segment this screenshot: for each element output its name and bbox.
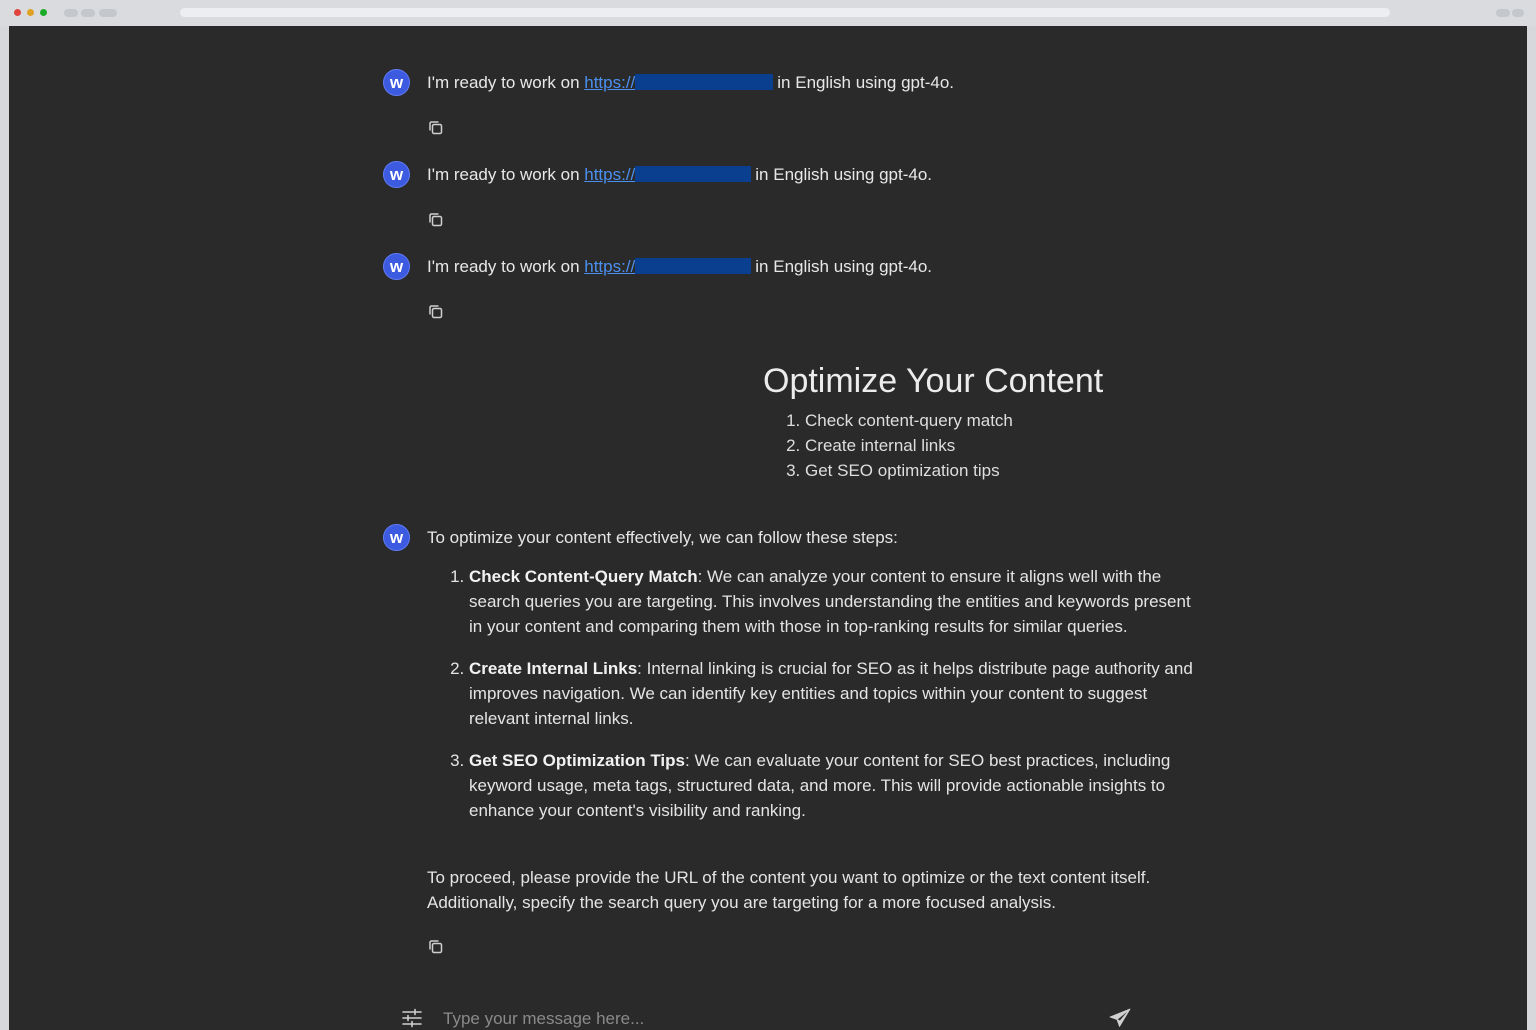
card-list-item: 1. Check content-query match (805, 408, 1163, 433)
optimize-content-card (763, 360, 1163, 483)
copy-icon[interactable] (427, 938, 445, 956)
card-list (763, 408, 1163, 483)
assistant-avatar: w (383, 524, 410, 551)
response-step: 2. Create Internal Links: Internal linking is crucial for SEO as it helps distribute page authority and improves navigation. We can identify key entities and topics within your content to suggest relevant internal links. (469, 656, 1204, 731)
nav-forward-pill[interactable] (81, 9, 95, 17)
redacted-url (635, 166, 751, 182)
response-outro: To proceed, please provide the URL of the content you want to optimize or the text content itself. Additionally, specify the search query you are targeting for a more focused analysis. (427, 868, 1151, 912)
card-title: Optimize Your Content (763, 362, 1104, 400)
response-intro: To optimize your content effectively, we can follow these steps: (427, 528, 898, 547)
assistant-avatar: w (383, 161, 410, 188)
response-step: 1. Check Content-Query Match: We can analyze your content to ensure it aligns well with the search queries you are targeting. This involves understanding the entities and keywords present in your content and comparing them with those in top-ranking results for similar queries. (469, 564, 1204, 639)
send-icon[interactable] (1109, 1008, 1131, 1028)
message-composer (401, 1004, 1141, 1030)
response-steps (427, 564, 1204, 840)
copy-icon[interactable] (427, 119, 445, 137)
message-input[interactable] (441, 1004, 1085, 1030)
extension-pill[interactable] (1496, 9, 1510, 17)
window-maximize-dot[interactable] (40, 9, 47, 16)
copy-icon[interactable] (427, 211, 445, 229)
nav-back-pill[interactable] (64, 9, 78, 17)
assistant-avatar: w (383, 69, 410, 96)
site-link[interactable]: https:// (584, 73, 636, 92)
tab-pill[interactable] (99, 9, 117, 17)
response-step: 3. Get SEO Optimization Tips: We can evaluate your content for SEO best practices, including keyword usage, meta tags, structured data, and more. This will provide actionable insights to enhance your content's visibility and ranking. (469, 748, 1204, 823)
card-list-item: 2. Create internal links (805, 433, 1163, 458)
window-close-dot[interactable] (14, 9, 21, 16)
window-minimize-dot[interactable] (27, 9, 34, 16)
menu-pill[interactable] (1512, 9, 1524, 17)
copy-icon[interactable] (427, 303, 445, 321)
message-text: I'm ready to work on https:// in English using gpt-4o. (427, 165, 933, 184)
message-text: I'm ready to work on https:// in English using gpt-4o. (427, 257, 933, 276)
message-text: I'm ready to work on https:// in English using gpt-4o. (427, 73, 955, 92)
browser-chrome (0, 0, 1536, 26)
chat-viewport (9, 26, 1527, 1030)
redacted-url (635, 74, 773, 90)
site-link[interactable]: https:// (584, 165, 636, 184)
site-link[interactable]: https:// (584, 257, 636, 276)
card-list-item: 3. Get SEO optimization tips (805, 458, 1163, 483)
redacted-url (635, 258, 751, 274)
address-bar[interactable] (180, 8, 1390, 17)
sliders-icon[interactable] (401, 1008, 423, 1028)
assistant-avatar: w (383, 253, 410, 280)
